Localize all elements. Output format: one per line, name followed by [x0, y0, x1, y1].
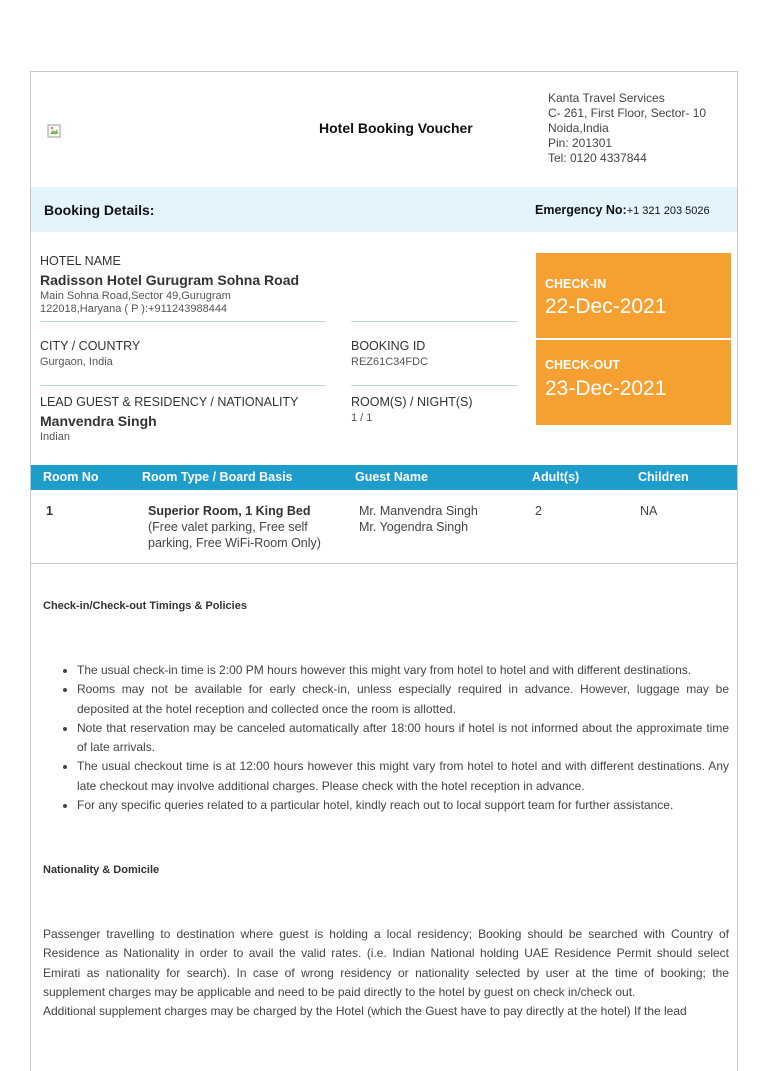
column-header-room-no: Room No — [43, 470, 99, 484]
check-in-box — [536, 253, 731, 338]
board-basis-line1: (Free valet parking, Free self — [148, 520, 308, 534]
policies-list — [43, 661, 729, 815]
check-out-box — [536, 340, 731, 425]
emergency-number[interactable]: +1 321 203 5026 — [626, 205, 710, 217]
hotel-address — [40, 290, 231, 316]
policies-heading: Check-in/Check-out Timings & Policies — [43, 600, 247, 612]
city-country-value: Gurgaon, India — [40, 356, 113, 368]
booking-details-title: Booking Details: — [44, 202, 155, 218]
emergency-label: Emergency No: — [535, 203, 627, 217]
voucher-header — [31, 72, 737, 187]
check-in-label: CHECK-IN — [545, 277, 607, 291]
column-header-children: Children — [638, 470, 689, 484]
nationality-text: Passenger travelling to destination where guest is holding a local residency; Booking should be searched with Country of Residence as Nationality in order to avail the valid rates. (i.e. Indian National holding UAE Residence Permit should select Emirati as nationality for search). In case of wrong residency or nationality selected by user at the time of booking; the supplement charges may be applicable and need to be paid directly to the hotel by guest on check in/check out. — [43, 927, 729, 999]
hotel-name-label: HOTEL NAME — [40, 254, 121, 268]
hotel-address-line1: Main Sohna Road,Sector 49,Gurugram — [40, 290, 231, 302]
divider — [351, 321, 518, 322]
column-header-guest-name: Guest Name — [355, 470, 428, 484]
voucher-title: Hotel Booking Voucher — [319, 120, 473, 136]
lead-guest-name: Manvendra Singh — [40, 413, 157, 429]
hotel-address-line2: 122018,Haryana ( P ):+911243988444 — [40, 303, 228, 315]
list-item: • The usual check-in time is 2:00 PM hours however this might vary from hotel to hotel and with different destinations. — [77, 661, 729, 680]
company-pin: Pin: 201301 — [548, 136, 613, 150]
list-item: • Rooms may not be available for early check-in, unless especially required in advance. However, luggage may be deposited at the hotel reception and collected once the room is allotted. — [77, 680, 729, 719]
booking-id-label: BOOKING ID — [351, 339, 426, 353]
check-in-date: 22-Dec-2021 — [545, 295, 667, 318]
company-address-line1: C- 261, First Floor, Sector- 10 — [548, 106, 707, 120]
lead-guest-label: LEAD GUEST & RESIDENCY / NATIONALITY — [40, 395, 299, 409]
hotel-name: Radisson Hotel Gurugram Sohna Road — [40, 272, 300, 288]
booking-id-value: REZ61C34FDC — [351, 356, 429, 368]
broken-image-icon — [47, 124, 61, 138]
divider — [351, 385, 518, 386]
nationality-text-continued: Additional supplement charges may be charged by the Hotel (which the Guest have to pay directly at the hotel) If the lead — [43, 1004, 687, 1019]
list-item: • The usual checkout time is at 12:00 hours however this might vary from hotel to hotel and with different destinations. Any late checkout may involve additional charges. Please check with the hotel reception in advance. — [77, 757, 729, 796]
divider — [40, 321, 326, 322]
emergency-contact — [535, 203, 710, 217]
company-info — [548, 91, 706, 166]
section-divider — [31, 563, 737, 564]
guest-name: Mr. Yogendra Singh — [359, 520, 469, 534]
board-basis-line2: parking, Free WiFi-Room Only) — [148, 536, 321, 550]
room-table-header — [31, 465, 737, 490]
company-name: Kanta Travel Services — [548, 91, 665, 105]
children-cell: NA — [640, 504, 658, 518]
company-address-line2: Noida,India — [548, 121, 609, 135]
rooms-nights-label: ROOM(S) / NIGHT(S) — [351, 395, 473, 409]
nationality-heading: Nationality & Domicile — [43, 864, 160, 876]
guest-name-cell — [359, 503, 478, 535]
company-tel: Tel: 0120 4337844 — [548, 151, 647, 165]
check-out-label: CHECK-OUT — [545, 358, 620, 372]
room-type: Superior Room, 1 King Bed — [148, 504, 311, 518]
column-header-room-type: Room Type / Board Basis — [142, 470, 293, 484]
list-item: • For any specific queries related to a particular hotel, kindly reach out to local support team for further assistance. — [77, 796, 729, 815]
column-header-adults: Adult(s) — [532, 470, 580, 484]
lead-guest-nationality: Indian — [40, 431, 70, 443]
booking-details-bar — [31, 187, 737, 232]
rooms-nights-value: 1 / 1 — [351, 412, 373, 424]
room-type-cell — [148, 503, 348, 551]
adults-cell: 2 — [535, 504, 542, 518]
room-no-cell: 1 — [46, 504, 53, 518]
voucher-page — [30, 71, 738, 1071]
check-out-date: 23-Dec-2021 — [545, 377, 667, 400]
city-country-label: CITY / COUNTRY — [40, 339, 141, 353]
list-item: • Note that reservation may be canceled automatically after 18:00 hours if hotel is not informed about the approximate time of late arrivals. — [77, 719, 729, 758]
guest-name: Mr. Manvendra Singh — [359, 504, 478, 518]
divider — [40, 385, 326, 386]
nationality-paragraph — [43, 925, 729, 1021]
